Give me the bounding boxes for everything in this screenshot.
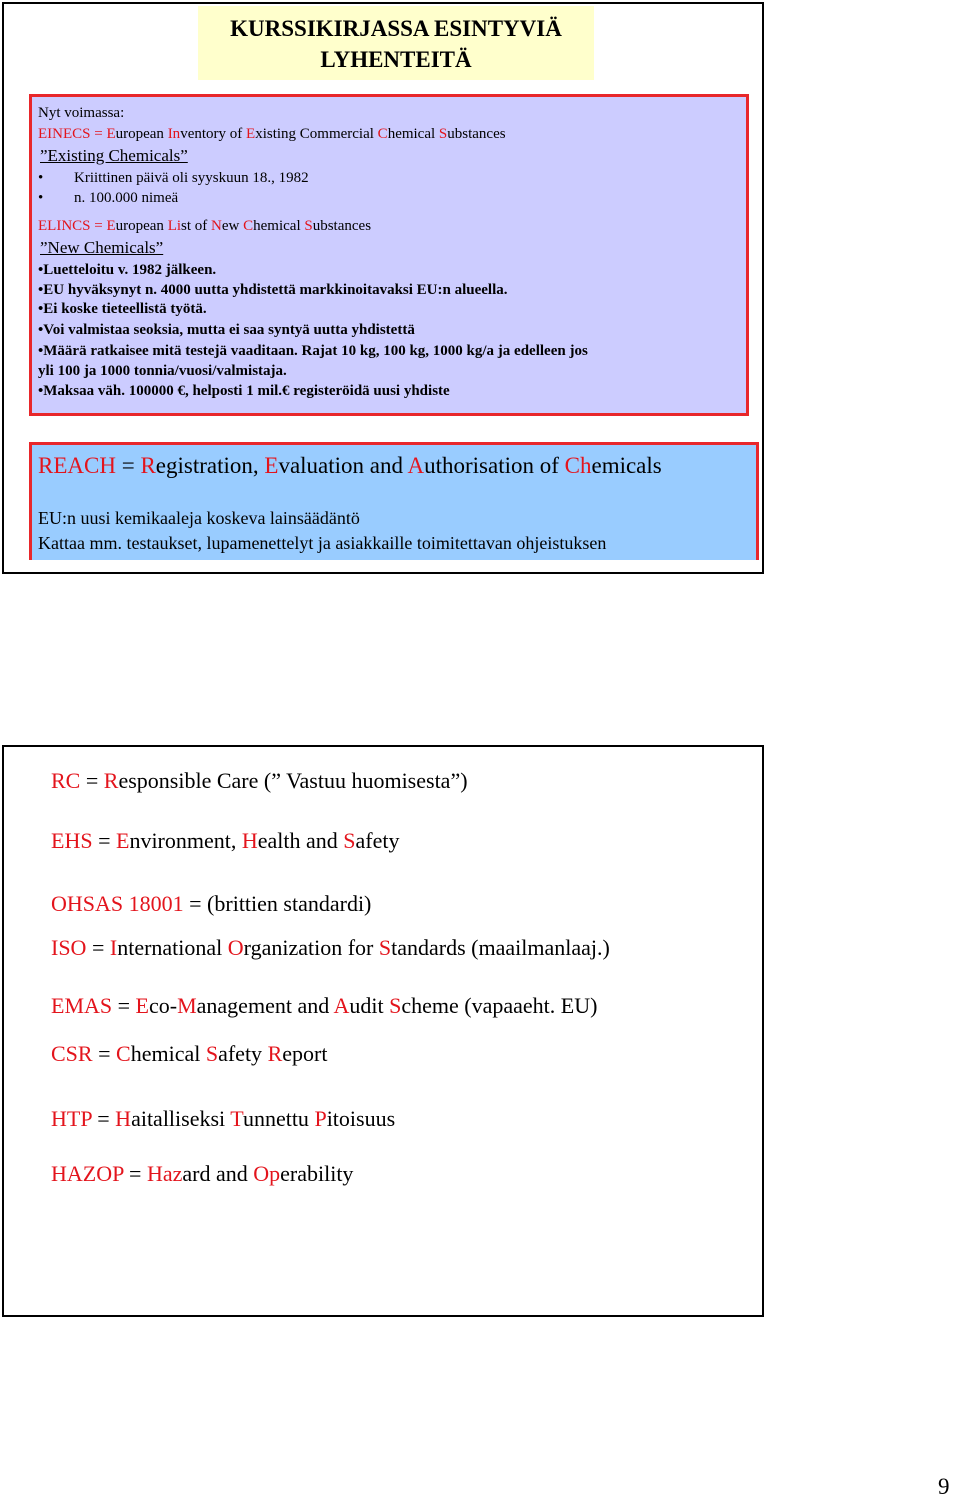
text-segment: hemical — [253, 218, 305, 234]
text-segment: E — [115, 828, 130, 853]
text-segment: = — [92, 1041, 117, 1066]
text-segment: M — [177, 993, 197, 1018]
text-segment: = — [115, 453, 141, 478]
text-segment: esponsible Care (” Vastuu huomisesta”) — [118, 768, 468, 793]
text-segment: C — [243, 218, 254, 234]
abbr-ohsas — [51, 891, 371, 917]
text-segment: EINECS = E — [38, 126, 116, 142]
title-line-1: KURSSIKIRJASSA ESINTYVIÄ — [230, 16, 562, 41]
text-segment: C — [377, 126, 388, 142]
text-segment: A — [333, 993, 350, 1018]
text-segment: Op — [253, 1161, 281, 1186]
text-segment: R — [103, 768, 119, 793]
text-segment: afety — [218, 1041, 268, 1066]
text-segment: uropean — [115, 218, 168, 234]
text-segment: st of — [181, 218, 212, 234]
elincs-line — [38, 218, 371, 235]
text-segment: H — [115, 1106, 132, 1131]
text-segment: O — [227, 935, 244, 960]
elincs-bullet-2: •EU hyväksynyt n. 4000 uutta yhdistettä markkinoitavaksi EU:n alueella. — [38, 282, 508, 298]
einecs-bullet-1: • Kriittinen päivä oli syyskuun 18., 1982 — [38, 170, 309, 186]
text-segment: HAZOP — [51, 1161, 124, 1186]
text-segment: nternational — [117, 935, 228, 960]
text-segment: erability — [280, 1161, 354, 1186]
text-segment: rganization for — [243, 935, 379, 960]
elincs-bullet-6: •Maksaa väh. 100000 €, helposti 1 mil.€ registeröidä uusi yhdiste — [38, 383, 450, 399]
text-segment: In — [167, 126, 181, 142]
text-segment: P — [314, 1106, 327, 1131]
text-segment: emicals — [591, 453, 662, 478]
text-segment: S — [378, 935, 392, 960]
text-segment: S — [343, 828, 356, 853]
text-segment: egistration, — [155, 453, 265, 478]
text-segment: E — [246, 126, 256, 142]
bullet-glyph: • — [38, 190, 44, 206]
text-segment: itoisuus — [326, 1106, 396, 1131]
text-segment: hemical — [130, 1041, 206, 1066]
text-segment: Li — [167, 218, 182, 234]
slide-2 — [2, 745, 764, 1317]
text-segment: H — [241, 828, 258, 853]
elincs-bullet-5-cont: yli 100 ja 1000 tonnia/vuosi/valmistaja. — [38, 363, 287, 379]
text-segment: ELINCS = E — [38, 218, 116, 234]
text-segment: valuation and — [278, 453, 408, 478]
text-segment: tandards (maailmanlaaj.) — [391, 935, 610, 960]
text-segment: xisting Commercial — [255, 126, 378, 142]
text-segment: = — [92, 828, 116, 853]
einecs-line — [38, 126, 506, 143]
text-segment: RC — [51, 768, 81, 793]
abbr-iso — [51, 935, 610, 961]
slide-title — [198, 6, 594, 80]
reach-line-2: Kattaa mm. testaukset, lupamenettelyt ja asiakkaille toimitettavan ohjeistuksen — [38, 533, 607, 553]
text-segment: S — [389, 993, 402, 1018]
slide-1 — [2, 2, 764, 574]
text-segment: hemical — [387, 126, 439, 142]
text-segment: REACH — [38, 453, 116, 478]
text-segment: EMAS — [51, 993, 113, 1018]
text-segment: ard and — [182, 1161, 254, 1186]
abbr-csr — [51, 1041, 327, 1067]
text-segment: ubstances — [447, 126, 506, 142]
text-segment: ew — [221, 218, 244, 234]
new-chemicals: ”New Chemicals” — [40, 238, 164, 257]
abbr-hazop — [51, 1161, 353, 1187]
reach-title — [38, 453, 662, 479]
text-segment: EHS — [51, 828, 93, 853]
elincs-bullet-5: •Määrä ratkaisee mitä testejä vaaditaan. Rajat 10 kg, 100 kg, 1000 kg/a ja edelleen jos — [38, 343, 588, 359]
title-line-2: LYHENTEITÄ — [320, 47, 472, 72]
elincs-bullet-4: •Voi valmistaa seoksia, mutta ei saa syntyä uutta yhdistettä — [38, 322, 415, 338]
elincs-bullet-1: •Luetteloitu v. 1982 jälkeen. — [38, 262, 217, 278]
text-segment: ubstances — [312, 218, 372, 234]
text-segment: A — [407, 453, 425, 478]
text-segment: N — [211, 218, 222, 234]
abbr-htp — [51, 1106, 395, 1132]
text-segment: ealth and — [257, 828, 344, 853]
text-segment: co- — [149, 993, 178, 1018]
elincs-bullet-3: •Ei koske tieteellistä työtä. — [38, 301, 207, 317]
text-segment: eport — [282, 1041, 328, 1066]
text-segment: = (brittien standardi) — [183, 891, 372, 916]
existing-chemicals: ”Existing Chemicals” — [40, 146, 188, 165]
text-segment: E — [264, 453, 279, 478]
bullet-glyph: • — [38, 170, 44, 186]
einecs-elincs-box — [29, 94, 749, 416]
text-segment: ISO — [51, 935, 87, 960]
text-segment: = — [86, 935, 110, 960]
text-segment: Ch — [564, 453, 592, 478]
text-segment: E — [135, 993, 149, 1018]
abbr-rc — [51, 768, 468, 794]
text-segment: T — [230, 1106, 243, 1131]
text-segment: CSR — [51, 1041, 93, 1066]
abbr-ehs — [51, 828, 400, 854]
text-segment: ventory of — [180, 126, 247, 142]
text-segment: = — [91, 1106, 116, 1131]
page-number: 9 — [938, 1474, 950, 1499]
text-segment: uthorisation of — [424, 453, 565, 478]
reach-line-1: EU:n uusi kemikaaleja koskeva lainsäädäntö — [38, 508, 360, 528]
text-segment: R — [267, 1041, 283, 1066]
text-segment: = — [123, 1161, 147, 1186]
abbr-emas — [51, 993, 597, 1019]
text-segment: udit — [349, 993, 390, 1018]
text-segment: anagement and — [196, 993, 334, 1018]
text-segment: uropean — [115, 126, 168, 142]
text-segment: aitalliseksi — [131, 1106, 231, 1131]
text-segment: HTP — [51, 1106, 92, 1131]
text-segment: Haz — [146, 1161, 183, 1186]
text-segment: = — [112, 993, 136, 1018]
text-segment: R — [140, 453, 156, 478]
text-segment: afety — [355, 828, 400, 853]
text-segment: S — [304, 218, 313, 234]
nyt-voimassa: Nyt voimassa: — [38, 105, 125, 121]
text-segment: S — [438, 126, 448, 142]
einecs-bullet-2: • n. 100.000 nimeä — [38, 190, 179, 206]
text-segment: cheme (vapaaeht. EU) — [401, 993, 598, 1018]
text-segment: unnettu — [242, 1106, 315, 1131]
text-segment: nvironment, — [129, 828, 242, 853]
text-segment: C — [116, 1041, 131, 1066]
text-segment: S — [205, 1041, 219, 1066]
reach-box — [29, 442, 759, 560]
text-segment: = — [80, 768, 104, 793]
text-segment: OHSAS 18001 — [51, 891, 184, 916]
text-segment: I — [109, 935, 118, 960]
